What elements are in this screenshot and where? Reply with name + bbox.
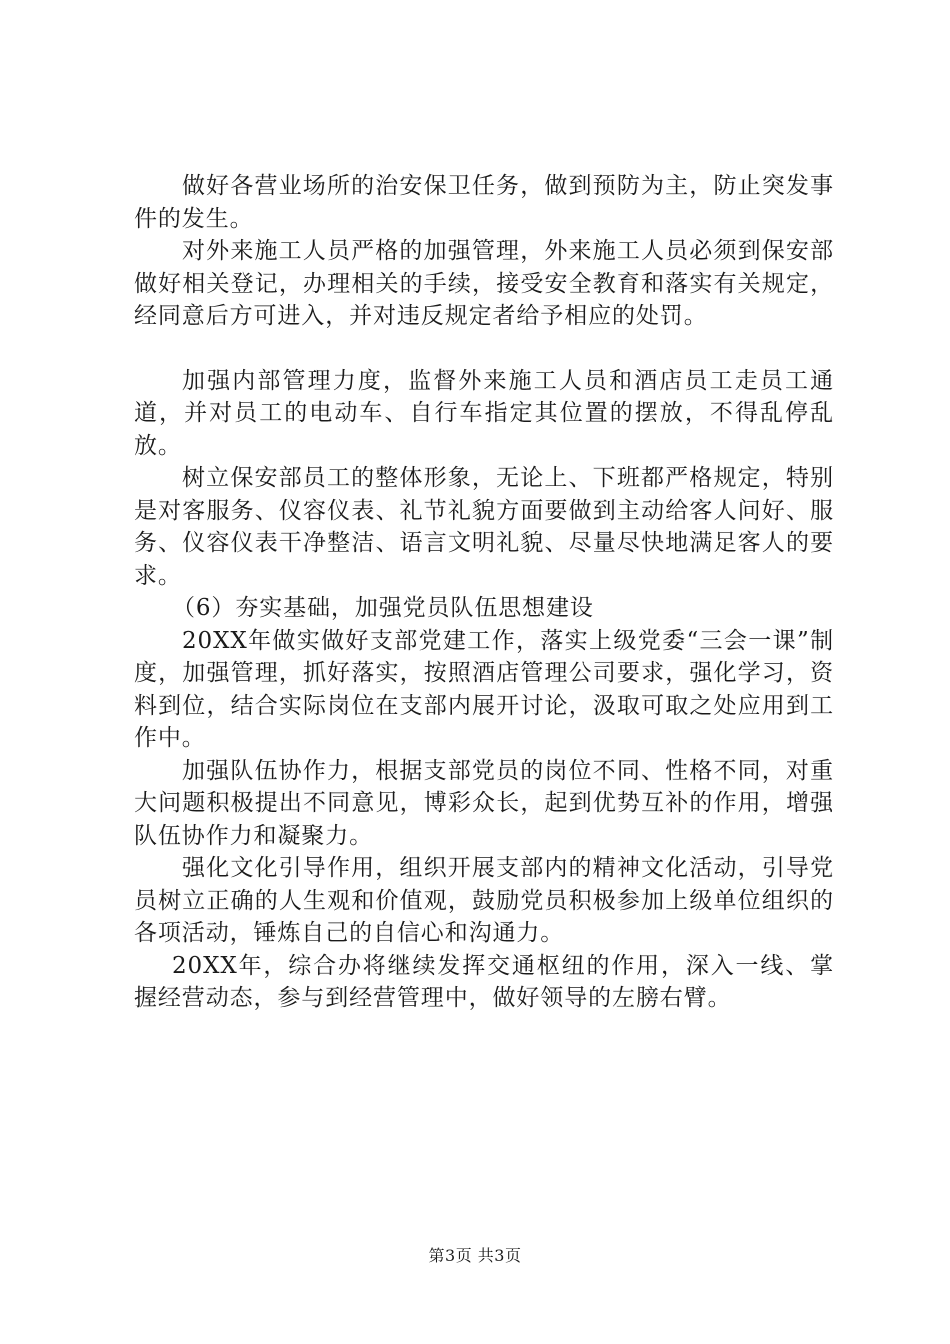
- paragraph-internal-management: 加强内部管理力度，监督外来施工人员和酒店员工走员工通道，并对员工的电动车、自行车指定其位置的摆放，不得乱停乱放。: [134, 367, 834, 459]
- paragraph-party-work: 20XX年做实做好支部党建工作，落实上级党委“三会一课”制度，加强管理，抓好落实，按照酒店管理公司要求，强化学习，资料到位，结合实际岗位在支部内展开讨论，汲取可取之处应用到工作中。: [134, 627, 834, 751]
- paragraph-closing: 20XX年，综合办将继续发挥交通枢纽的作用，深入一线、掌握经营动态，参与到经营管理中，做好领导的左膀右臂。: [134, 952, 834, 1011]
- paragraph-team-cooperation: 加强队伍协作力，根据支部党员的岗位不同、性格不同，对重大问题积极提出不同意见，博彩众长，起到优势互补的作用，增强队伍协作力和凝聚力。: [134, 757, 834, 849]
- page-number-footer: 第3页 共3页: [428, 1246, 522, 1265]
- paragraph-cultural-guidance: 强化文化引导作用，组织开展支部内的精神文化活动，引导党员树立正确的人生观和价值观，鼓励党员积极参加上级单位组织的各项活动，锤炼自己的自信心和沟通力。: [134, 855, 834, 946]
- paragraph-staff-image: 树立保安部员工的整体形象，无论上、下班都严格规定，特别是对客服务、仪容仪表、礼节礼貌方面要做到主动给客人问好、服务、仪容仪表干净整洁、语言文明礼貌、尽量尽快地满足客人的要求。: [134, 465, 834, 589]
- paragraph-contractor-management: 对外来施工人员严格的加强管理，外来施工人员必须到保安部做好相关登记，办理相关的手续，接受安全教育和落实有关规定，经同意后方可进入，并对违反规定者给予相应的处罚。: [134, 238, 834, 329]
- paragraph-security-tasks: 做好各营业场所的治安保卫任务，做到预防为主，防止突发事件的发生。: [134, 173, 834, 232]
- document-body: [134, 170, 834, 1015]
- section-heading-party-building: （6）夯实基础，加强党员队伍思想建设: [172, 595, 594, 621]
